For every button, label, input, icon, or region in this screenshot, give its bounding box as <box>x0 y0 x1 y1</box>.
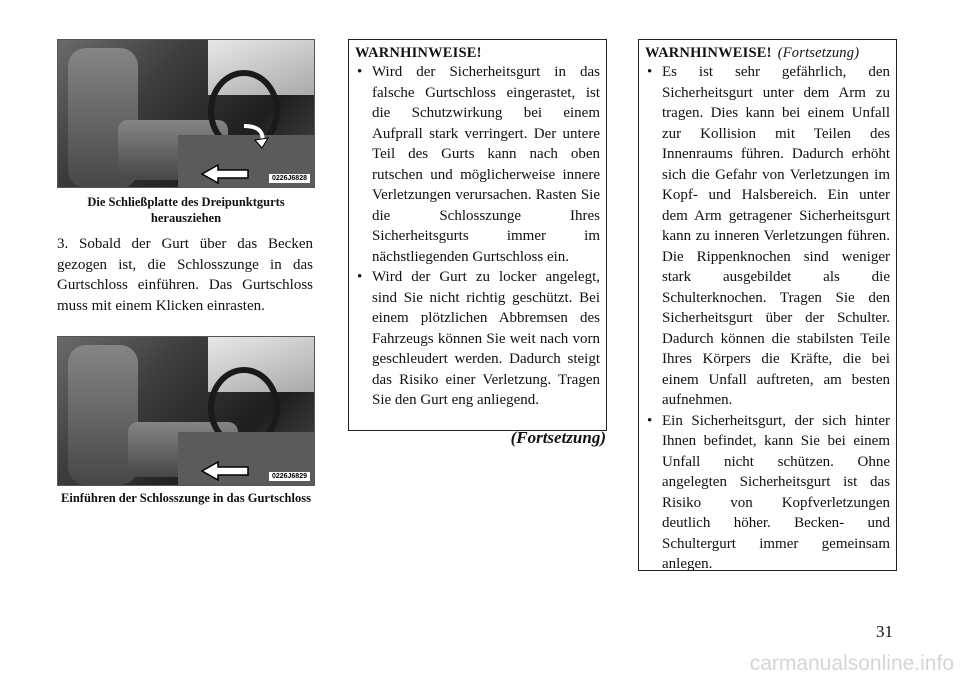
figure-caption-1: Die Schließplatte des Dreipunktgurts herausziehen <box>87 195 285 225</box>
warning-box-right <box>638 39 897 571</box>
warning-bullet: • Wird der Gurt zu locker angelegt, sind Sie nicht richtig geschützt. Bei einem plötzlichen Abbremsen des Fahrzeugs können Sie weit nach vorn geschleudert werden. Dadurch steigt das Risiko einer Verletzung. Tragen Sie den Gurt eng anliegend. <box>355 267 600 411</box>
left-arrow-icon <box>200 461 250 481</box>
image-code: 0226J6828 <box>269 174 310 183</box>
image-code: 0226J6829 <box>269 472 310 481</box>
continued-label: (Fortsetzung) <box>510 428 606 447</box>
warning-title: WARNHINWEISE! <box>355 45 482 61</box>
warning-box-middle <box>348 39 607 431</box>
watermark: carmanualsonline.info <box>749 652 954 675</box>
warning-list <box>645 62 890 575</box>
step-3-text: 3. Sobald der Gurt über das Becken gezogen ist, die Schlosszunge in das Gurtschloss einführen. Das Gurtschloss muss mit einem Klicken einrasten. <box>57 236 313 314</box>
warning-list <box>355 62 600 411</box>
curved-arrow-icon <box>240 120 270 150</box>
warning-title <box>645 44 890 62</box>
seatbelt-photo-1 <box>57 39 315 188</box>
left-arrow-icon <box>200 164 250 184</box>
page-number: 31 <box>876 622 893 641</box>
warning-bullet: • Wird der Sicherheitsgurt in das falsche Gurtschloss eingerastet, ist die Schutzwirkung bei einem Aufprall stark verringert. Der untere Teil des Gurts kann nach oben rutschen und möglicherweise innere Verletzungen verursachen. Rasten Sie die Schlosszunge Ihres Sicherheitsgurts immer im nächstliegenden Gurtschloss ein. <box>355 62 600 267</box>
warning-bullet: • Ein Sicherheitsgurt, der sich hinter Ihnen befindet, kann Sie bei einem Unfall nicht schützen. Ohne angelegten Sicherheitsgurt ist das Risiko von Kopfverletzungen deutlich höher. Becken- und Schultergurt immer gemeinsam anlegen. <box>645 411 890 575</box>
figure-caption-2: Einführen der Schlosszunge in das Gurtschloss <box>61 491 311 505</box>
warning-title-text: WARNHINWEISE! <box>645 45 772 61</box>
seatbelt-photo-2 <box>57 336 315 486</box>
warning-title-continued: (Fortsetzung) <box>777 45 860 61</box>
warning-bullet: • Es ist sehr gefährlich, den Sicherheitsgurt unter dem Arm zu tragen. Dies kann bei einem Unfall zur Kollision mit Teilen des Innenraums führen. Dadurch erhöht sich die Gefahr von Verletzungen im Kopf- und Halsbereich. Ein unter dem Arm getragener Sicherheitsgurt kann zu inneren Verletzungen führen. Die Rippenknochen sind weniger stark ausgebildet als die Schulterknochen. Tragen Sie den Sicherheitsgurt über der Schulter. Dadurch können die stabilsten Teile Ihres Körpers die Kräfte, die bei einem Unfall auftreten, am besten aufnehmen. <box>645 62 890 411</box>
